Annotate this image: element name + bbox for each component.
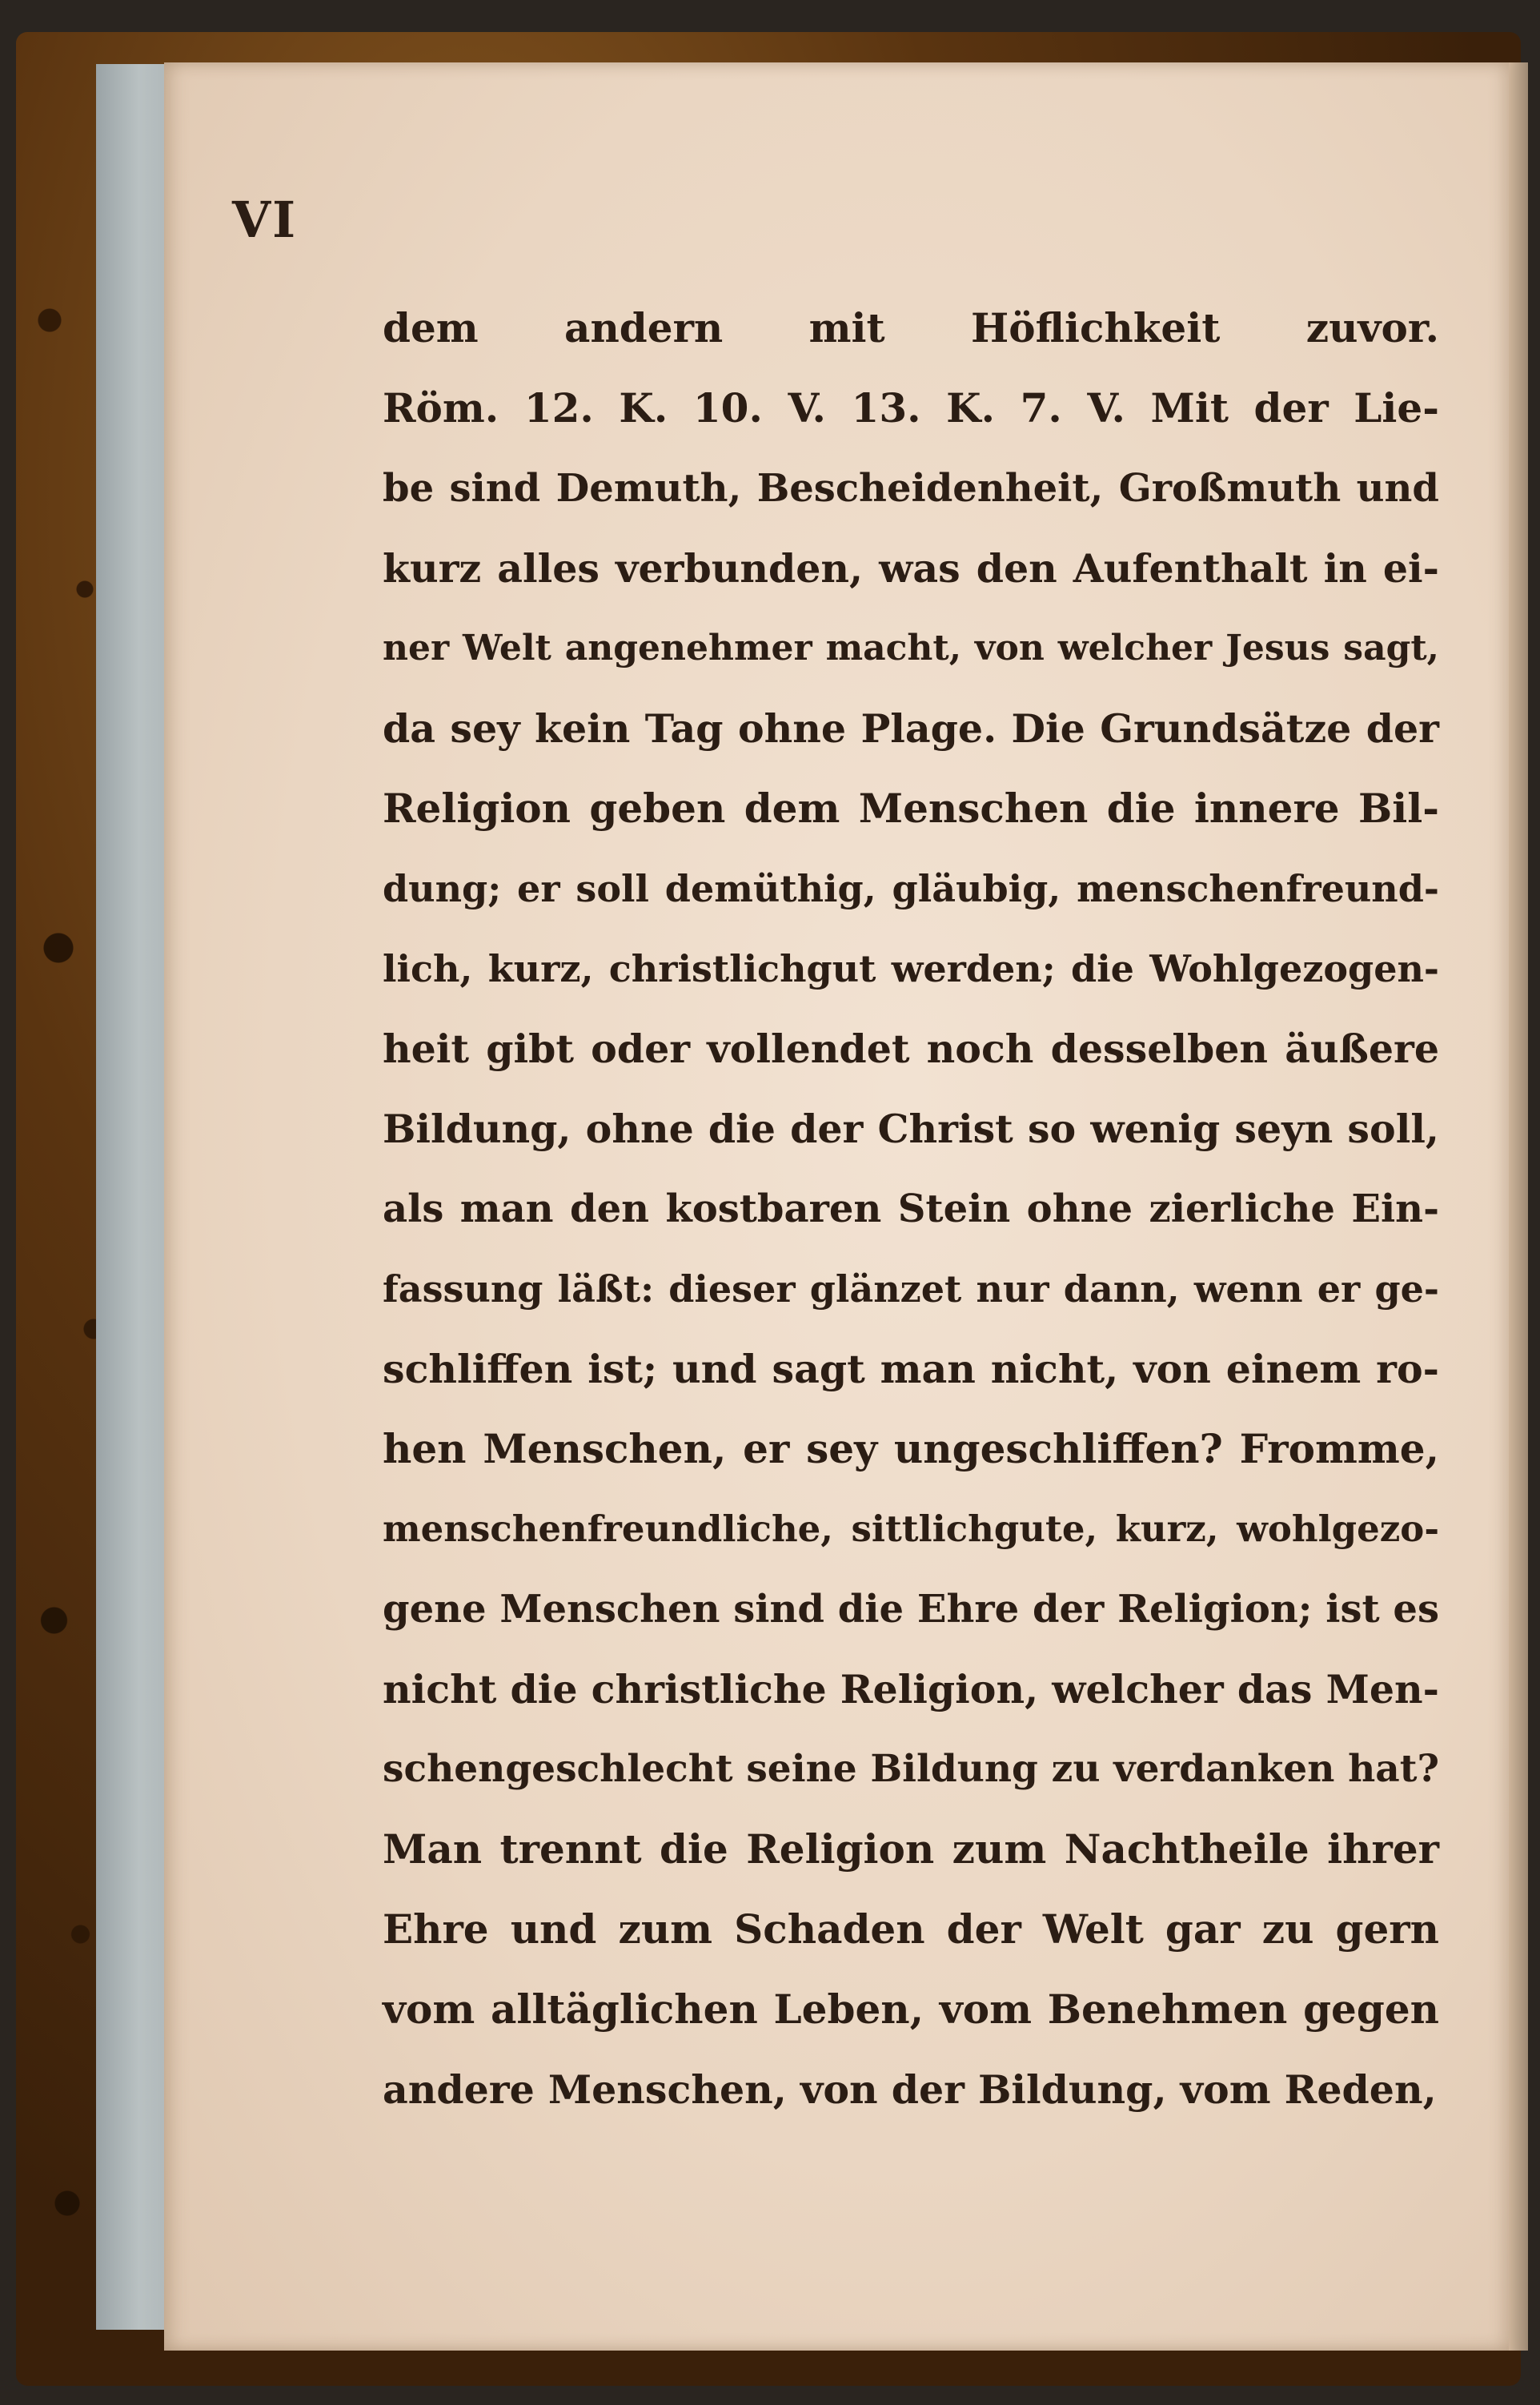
text-line: ner Welt angenehmer macht, von welcher Jesus sagt, — [383, 628, 1439, 669]
body-text — [383, 288, 1439, 2130]
text-line: kurz alles verbunden, was den Aufenthalt in ei- — [383, 545, 1439, 592]
text-line: schengeschlecht seine Bildung zu verdanken hat? — [383, 1747, 1439, 1791]
text-line: als man den kostbaren Stein ohne zierliche Ein- — [383, 1186, 1439, 1231]
text-line: Ehre und zum Schaden der Welt gar zu gern — [383, 1905, 1439, 1953]
text-line: nicht die christliche Religion, welcher das Men- — [383, 1666, 1439, 1712]
text-line: Bildung, ohne die der Christ so wenig seyn soll, — [383, 1106, 1439, 1152]
text-line: lich, kurz, christlichgut werden; die Wohlgezogen- — [383, 947, 1439, 990]
text-line: Man trennt die Religion zum Nachtheile ihrer — [383, 1825, 1439, 1873]
text-line: da sey kein Tag ohne Plage. Die Grundsätze der — [383, 705, 1439, 752]
text-line: gene Menschen sind die Ehre der Religion; ist es — [383, 1587, 1439, 1632]
text-line: vom alltäglichen Leben, vom Benehmen gegen — [383, 1985, 1439, 2033]
text-line: dung; er soll demüthig, gläubig, menschenfreund- — [383, 867, 1439, 910]
text-line: schliffen ist; und sagt man nicht, von einem ro- — [383, 1346, 1439, 1392]
page-gutter — [1509, 62, 1528, 2351]
text-line: be sind Demuth, Bescheidenheit, Großmuth und — [383, 466, 1439, 511]
text-line: menschenfreundliche, sittlichgute, kurz, wohlgezo- — [383, 1508, 1439, 1550]
text-line: Röm. 12. K. 10. V. 13. K. 7. V. Mit der Lie- — [383, 384, 1439, 432]
text-line: dem andern mit Höflichkeit zuvor. — [383, 304, 1439, 351]
text-line: Religion geben dem Menschen die innere Bil- — [383, 785, 1439, 832]
text-line: hen Menschen, er sey ungeschliffen? Fromme, — [383, 1425, 1439, 1472]
page-number: VI — [232, 191, 298, 249]
text-line: fassung läßt: dieser glänzet nur dann, wenn er ge- — [383, 1267, 1439, 1311]
text-line: andere Menschen, von der Bildung, vom Reden, — [383, 2066, 1437, 2113]
text-line: heit gibt oder vollendet noch desselben äußere — [383, 1026, 1439, 1072]
